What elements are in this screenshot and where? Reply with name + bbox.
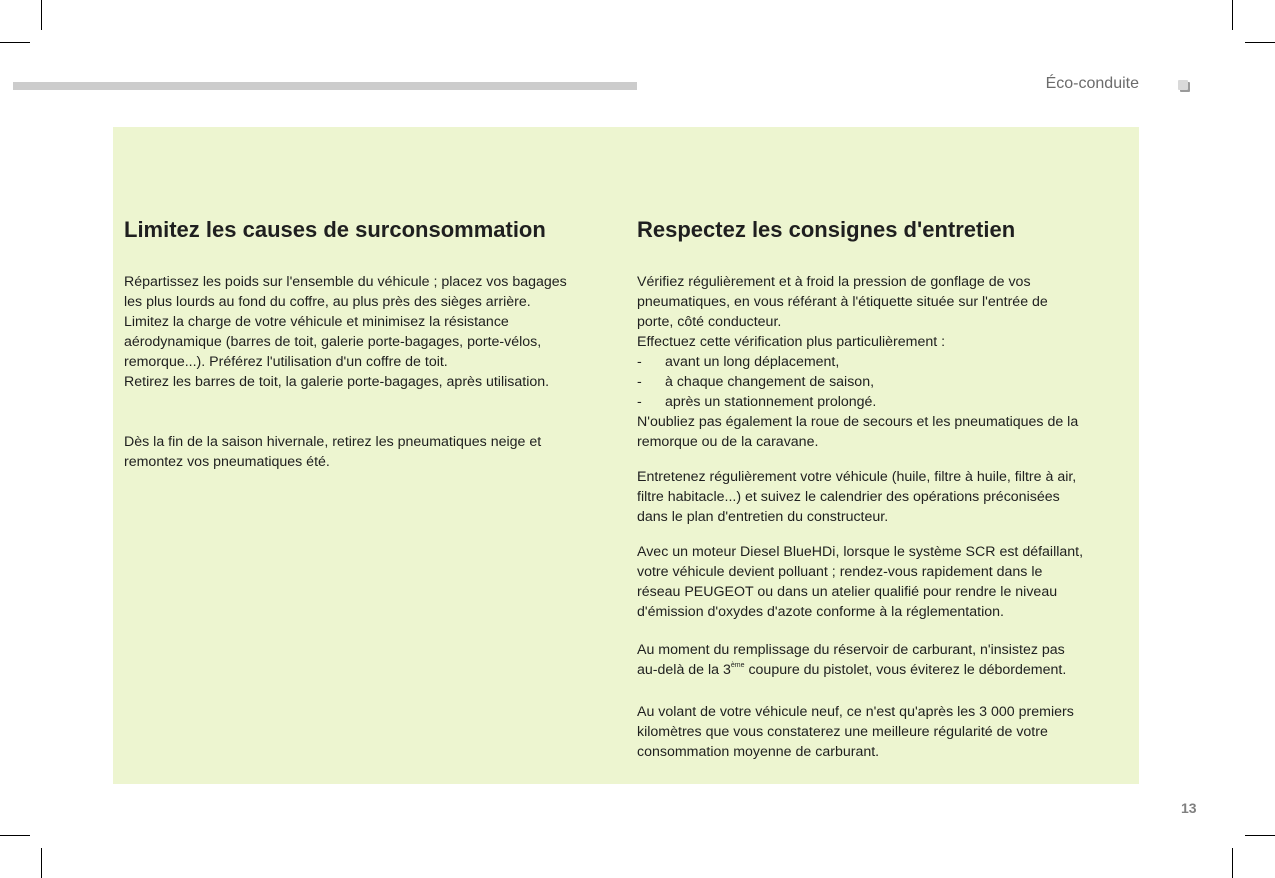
text-line: les plus lourds au fond du coffre, au plus près des sièges arrière. xyxy=(124,294,531,310)
text-line: consommation moyenne de carburant. xyxy=(637,744,880,760)
crop-mark-bottom-left-horizontal xyxy=(0,835,30,836)
text-line: Répartissez les poids sur l'ensemble du véhicule ; placez vos bagages xyxy=(124,274,567,290)
left-paragraph-2 xyxy=(124,432,614,472)
crop-mark-top-right-vertical xyxy=(1232,0,1233,30)
text-line: Dès la fin de la saison hivernale, retirez les pneumatiques neige et xyxy=(124,434,542,450)
bullet-item xyxy=(637,352,1127,372)
crop-mark-bottom-left-vertical xyxy=(41,848,42,878)
crop-mark-top-left-vertical xyxy=(41,0,42,30)
text-line: Effectuez cette vérification plus particulièrement : xyxy=(637,334,946,350)
text-line: Retirez les barres de toit, la galerie porte-bagages, après utilisation. xyxy=(124,374,550,390)
text-line: votre véhicule devient polluant ; rendez-vous rapidement dans le xyxy=(637,564,1043,580)
superscript: ème xyxy=(730,662,745,669)
text-line: réseau PEUGEOT ou dans un atelier qualifié pour rendre le niveau xyxy=(637,584,1058,600)
text-line: d'émission d'oxydes d'azote conforme à la réglementation. xyxy=(637,604,1004,620)
left-column xyxy=(124,214,614,472)
text-line: Au volant de votre véhicule neuf, ce n'est qu'après les 3 000 premiers xyxy=(637,704,1074,720)
right-paragraph-refuel xyxy=(637,640,1127,680)
text-line: Au moment du remplissage du réservoir de carburant, n'insistez pas xyxy=(637,642,1065,658)
text-line: porte, côté conducteur. xyxy=(637,314,782,330)
bullet-text: avant un long déplacement, xyxy=(665,354,840,370)
bullet-dash: - xyxy=(637,374,642,390)
text-line: remorque...). Préférez l'utilisation d'un coffre de toit. xyxy=(124,354,448,370)
header-bar xyxy=(13,82,637,90)
text-fragment: au-delà de la 3 xyxy=(637,662,731,678)
crop-mark-top-left-horizontal xyxy=(0,42,30,43)
crop-mark-top-right-horizontal xyxy=(1245,42,1275,43)
text-line: Vérifiez régulièrement et à froid la pression de gonflage de vos xyxy=(637,274,1031,290)
crop-mark-bottom-right-horizontal xyxy=(1245,835,1275,836)
text-line: Avec un moteur Diesel BlueHDi, lorsque le système SCR est défaillant, xyxy=(637,544,1084,560)
left-heading: Limitez les causes de surconsommation xyxy=(124,217,546,242)
right-paragraph-bluehdi xyxy=(637,542,1127,622)
right-paragraph-maintenance xyxy=(637,467,1127,527)
bullet-text: à chaque changement de saison, xyxy=(665,374,875,390)
text-line: Limitez la charge de votre véhicule et minimisez la résistance xyxy=(124,314,509,330)
bullet-dash: - xyxy=(637,394,642,410)
bullet-text: après un stationnement prolongé. xyxy=(665,394,877,410)
bullet-dash: - xyxy=(637,354,642,370)
text-line: filtre habitacle...) et suivez le calendrier des opérations préconisées xyxy=(637,489,1060,505)
page-number: 13 xyxy=(1181,800,1197,816)
text-line: pneumatiques, en vous référant à l'étiquette située sur l'entrée de xyxy=(637,294,1048,310)
section-title: Éco-conduite xyxy=(1045,75,1139,92)
right-column xyxy=(637,214,1127,762)
text-line xyxy=(637,660,1127,680)
crop-mark-bottom-right-vertical xyxy=(1232,848,1233,878)
bullet-item xyxy=(637,372,1127,392)
text-fragment: coupure du pistolet, vous éviterez le débordement. xyxy=(744,662,1067,678)
text-line: Entretenez régulièrement votre véhicule (huile, filtre à huile, filtre à air, xyxy=(637,469,1077,485)
text-line: N'oubliez pas également la roue de secours et les pneumatiques de la xyxy=(637,414,1079,430)
text-line: remontez vos pneumatiques été. xyxy=(124,454,330,470)
right-paragraph-new-vehicle xyxy=(637,702,1127,762)
text-line: remorque ou de la caravane. xyxy=(637,434,819,450)
square-icon xyxy=(1178,80,1188,90)
left-paragraph-1 xyxy=(124,272,614,392)
bullet-item xyxy=(637,392,1127,412)
right-heading: Respectez les consignes d'entretien xyxy=(637,217,1016,242)
text-line: dans le plan d'entretien du constructeur. xyxy=(637,509,889,525)
right-paragraph-tyres xyxy=(637,272,1127,452)
text-line: kilomètres que vous constaterez une meilleure régularité de votre xyxy=(637,724,1048,740)
text-line: aérodynamique (barres de toit, galerie porte-bagages, porte-vélos, xyxy=(124,334,542,350)
